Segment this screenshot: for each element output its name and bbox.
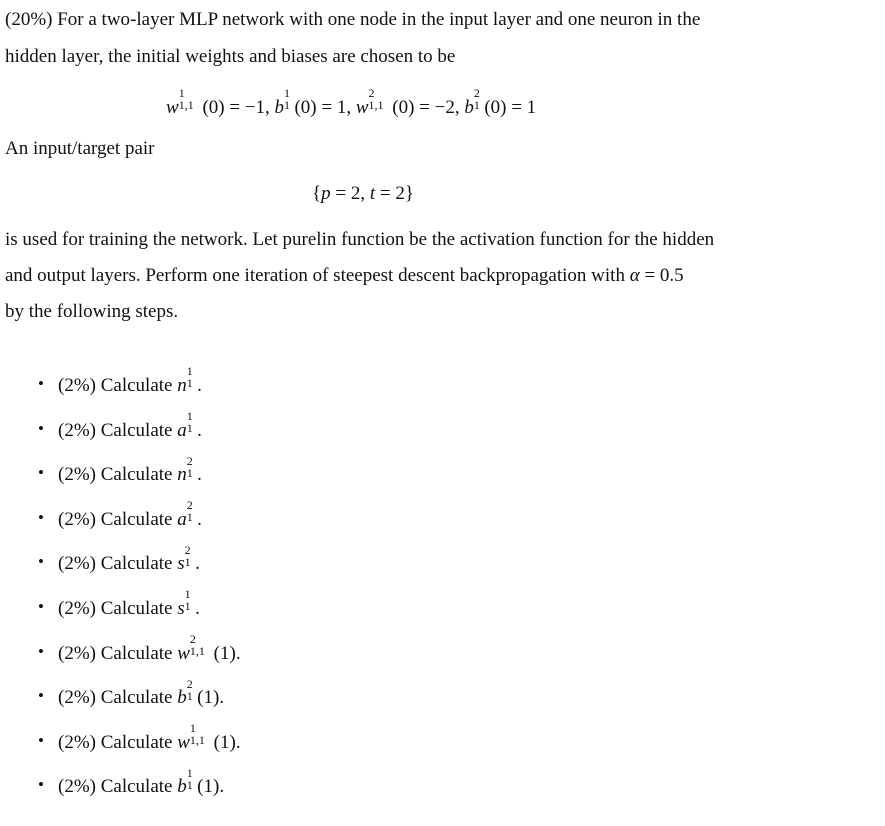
step-text — [58, 409, 202, 443]
b2-value: (0) = 1 — [484, 97, 537, 118]
step-text — [58, 364, 202, 398]
step-subscript: 1,1 — [189, 733, 205, 748]
step-superscript: 1 — [186, 409, 193, 423]
alpha-symbol: α — [629, 265, 640, 286]
step-prefix: (2%) Calculate — [58, 687, 178, 709]
body-line-2 — [5, 264, 684, 288]
w1-symbol: w — [166, 97, 179, 118]
bullet-icon: • — [38, 374, 44, 393]
b1-value: (0) = 1, — [294, 97, 356, 118]
step-subscript: 1 — [186, 376, 193, 391]
step-variable: b — [177, 687, 187, 709]
b2-superscript: 2 — [473, 86, 480, 101]
step-prefix: (2%) Calculate — [58, 776, 178, 798]
w2-symbol: w — [355, 97, 369, 118]
step-prefix: (2%) Calculate — [58, 597, 178, 619]
pair-open-brace: { — [312, 183, 322, 204]
step-text — [58, 542, 200, 576]
step-prefix: (2%) Calculate — [58, 553, 178, 575]
step-subscript: 1 — [186, 420, 193, 435]
step-variable: s — [177, 597, 185, 619]
bullet-icon: • — [38, 552, 44, 572]
bullet-icon: • — [38, 596, 44, 616]
w1-value: (0) = −1, — [202, 97, 275, 118]
step-superscript: 2 — [189, 631, 196, 646]
bullet-icon: • — [38, 418, 44, 438]
pair-label: An input/target pair — [5, 138, 155, 159]
intro-line-2: hidden layer, the initial weights and biases are chosen to be — [5, 46, 456, 67]
step-suffix: . — [197, 419, 202, 441]
step-text — [58, 631, 241, 666]
bullet-icon: • — [38, 775, 44, 795]
step-suffix: . — [197, 508, 202, 530]
step-text — [58, 721, 241, 755]
step-superscript: 2 — [184, 542, 191, 557]
step-variable: a — [177, 508, 187, 530]
bullet-icon: • — [38, 641, 44, 661]
step-text — [58, 765, 225, 799]
step-prefix: (2%) Calculate — [58, 464, 178, 486]
step-suffix: . — [195, 553, 200, 575]
step-prefix: (2%) Calculate — [58, 508, 178, 530]
step-superscript: 1 — [189, 721, 196, 736]
step-text — [58, 676, 225, 710]
initial-weights-equation — [166, 86, 537, 120]
step-variable: w — [177, 731, 190, 753]
step-text — [58, 587, 200, 621]
step-suffix: . — [197, 464, 202, 486]
b1-symbol: b — [274, 97, 285, 118]
step-suffix: (1). — [213, 731, 241, 753]
step-prefix: (2%) Calculate — [58, 642, 178, 664]
step-superscript: 1 — [186, 364, 193, 379]
step-subscript: 1 — [186, 510, 193, 525]
step-subscript: 1,1 — [189, 643, 205, 658]
step-variable: s — [177, 553, 185, 575]
step-suffix: (1). — [197, 776, 225, 798]
bullet-icon: • — [38, 463, 44, 483]
step-subscript: 1 — [184, 554, 191, 569]
b2-symbol: b — [464, 97, 474, 118]
w2-superscript: 2 — [368, 86, 375, 101]
b1-subscript: 1 — [284, 98, 291, 113]
step-superscript: 2 — [186, 676, 193, 691]
step-variable: n — [177, 464, 187, 486]
w1-subscript: 1,1 — [178, 98, 194, 113]
step-variable: b — [177, 776, 187, 798]
step-variable: a — [177, 419, 187, 441]
step-suffix: . — [197, 375, 202, 396]
step-suffix: . — [195, 597, 200, 619]
step-variable: w — [177, 642, 190, 664]
step-superscript: 1 — [184, 587, 191, 602]
step-subscript: 1 — [186, 688, 193, 703]
alpha-value: = 0.5 — [639, 265, 684, 286]
step-subscript: 1 — [186, 777, 193, 792]
b2-subscript: 1 — [473, 98, 480, 113]
w2-subscript: 1,1 — [368, 98, 384, 113]
t-symbol: t — [369, 183, 376, 204]
p-value: = 2, — [330, 183, 370, 204]
step-subscript: 1 — [186, 465, 193, 480]
step-superscript: 1 — [186, 765, 193, 780]
body-line-1: is used for training the network. Let purelin function be the activation function for the hidden — [5, 229, 715, 250]
step-subscript: 1 — [184, 599, 191, 614]
step-variable: n — [177, 375, 187, 396]
pair-equation — [312, 182, 414, 206]
b1-superscript: 1 — [284, 86, 291, 101]
w1-superscript: 1 — [178, 86, 185, 101]
step-suffix: (1). — [213, 642, 241, 664]
step-prefix: (2%) Calculate — [58, 419, 178, 441]
t-value: = 2} — [375, 183, 414, 204]
w2-value: (0) = −2, — [392, 97, 465, 118]
step-prefix: (2%) Calculate — [58, 375, 178, 396]
bullet-icon: • — [38, 507, 44, 527]
step-suffix: (1). — [197, 687, 225, 709]
step-text — [58, 498, 202, 532]
body-line-3: by the following steps. — [5, 301, 179, 322]
step-superscript: 2 — [186, 498, 193, 513]
step-prefix: (2%) Calculate — [58, 731, 178, 753]
p-symbol: p — [321, 183, 331, 204]
intro-line-1: (20%) For a two-layer MLP network with one node in the input layer and one neuron in the — [5, 9, 701, 30]
bullet-icon: • — [38, 686, 44, 706]
body-line-2-text: and output layers. Perform one iteration of steepest descent backpropagation with — [5, 265, 630, 286]
step-text — [58, 453, 202, 487]
bullet-icon: • — [38, 730, 44, 750]
step-superscript: 2 — [186, 453, 193, 468]
